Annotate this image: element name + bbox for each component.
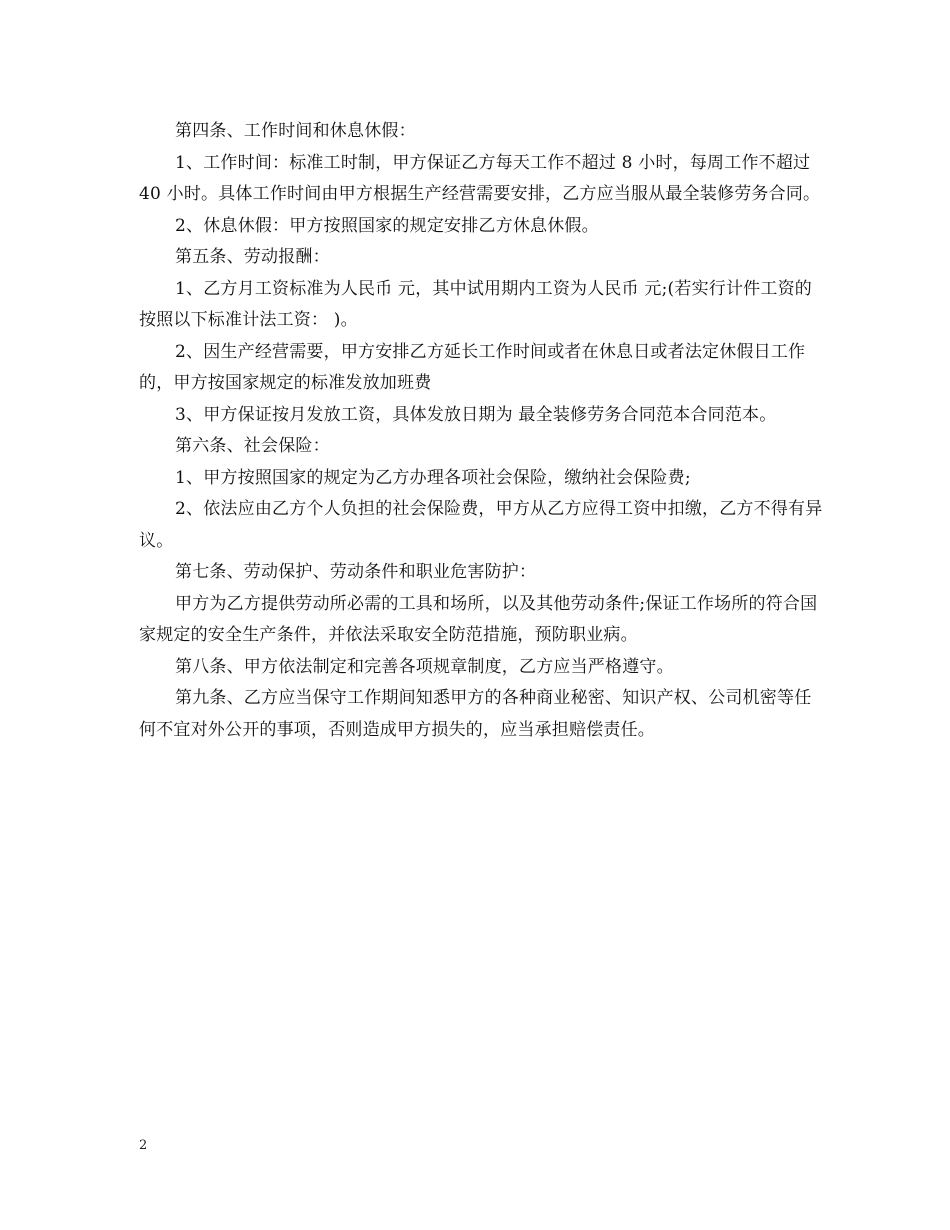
article-6-clause-1: 1、甲方按照国家的规定为乙方办理各项社会保险，缴纳社会保险费; <box>175 467 691 488</box>
article-4-clause-2: 2、休息休假：甲方按照国家的规定安排乙方休息休假。 <box>175 215 599 236</box>
article-5-clause-3: 3、甲方保证按月发放工资，具体发放日期为 最全装修劳务合同范本合同范本。 <box>175 404 777 425</box>
article-4-clause-1: 1、工作时间：标准工时制，甲方保证乙方每天工作不超过 8 小时，每周工作不超过 40 小时。具体工作时间由甲方根据生产经营需要安排，乙方应当服从最全装修劳务合同。 <box>139 152 821 204</box>
article-5-clause-2: 2、因生产经营需要，甲方安排乙方延长工作时间或者在休息日或者法定休假日工作的，甲方按国家规定的标准发放加班费 <box>139 341 806 393</box>
article-5-heading: 第五条、劳动报酬： <box>175 247 330 267</box>
article-8: 第八条、甲方依法制定和完善各项规章制度，乙方应当严格遵守。 <box>175 656 674 677</box>
article-7-heading: 第七条、劳动保护、劳动条件和职业危害防护： <box>175 562 537 582</box>
article-6-clause-2: 2、依法应由乙方个人负担的社会保险费，甲方从乙方应得工资中扣缴，乙方不得有异议。 <box>139 499 823 551</box>
document-body <box>139 116 823 746</box>
article-5-clause-1: 1、乙方月工资标准为人民币 元，其中试用期内工资为人民币 元;(若实行计件工资的按照以下标准计法工资： )。 <box>139 278 812 330</box>
article-4-heading: 第四条、工作时间和休息休假： <box>175 121 416 141</box>
article-7-body: 甲方为乙方提供劳动所必需的工具和场所，以及其他劳动条件;保证工作场所的符合国家规定的安全生产条件，并依法采取安全防范措施，预防职业病。 <box>139 593 818 645</box>
article-9: 第九条、乙方应当保守工作期间知悉甲方的各种商业秘密、知识产权、公司机密等任何不宜对外公开的事项，否则造成甲方损失的，应当承担赔偿责任。 <box>139 688 812 740</box>
page-number: 2 <box>139 1138 148 1153</box>
article-6-heading: 第六条、社会保险： <box>175 436 330 456</box>
